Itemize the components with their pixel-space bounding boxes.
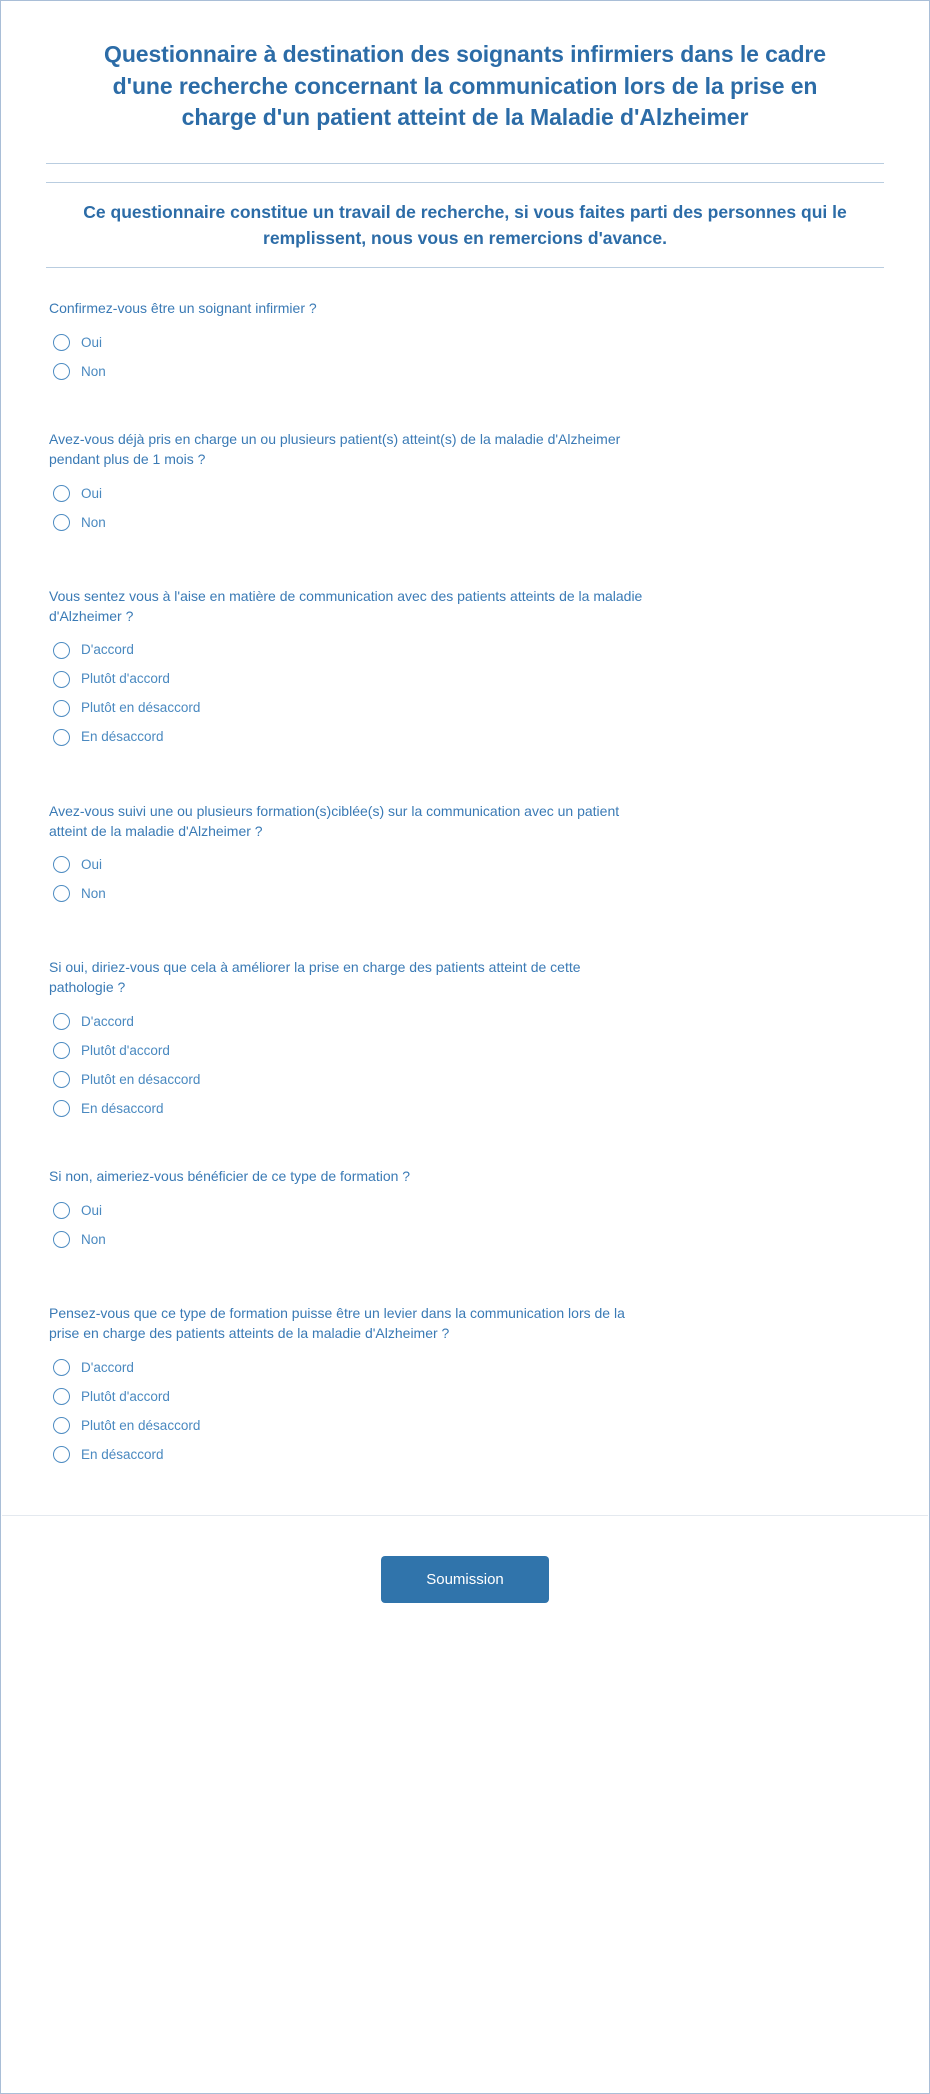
radio-circle-icon[interactable] [53, 1100, 70, 1117]
radio-option[interactable] [53, 1036, 881, 1065]
radio-option-label: D'accord [81, 1359, 134, 1375]
intro-paragraph: Ce questionnaire constitue un travail de recherche, si vous faites parti des personnes qui le remplissent, nous vous en remercions d'avance. [83, 202, 847, 248]
radio-option[interactable] [53, 694, 881, 723]
question-q6 [1, 1167, 929, 1254]
option-group [49, 998, 881, 1123]
radio-option-label: Non [81, 1231, 106, 1247]
spacer [1, 908, 929, 958]
spacer [1, 1123, 929, 1167]
radio-circle-icon[interactable] [53, 514, 70, 531]
radio-option-label: Oui [81, 857, 103, 873]
radio-circle-icon[interactable] [53, 1446, 70, 1463]
radio-option-label: Non [81, 886, 106, 902]
spacer [1, 268, 929, 299]
radio-circle-icon[interactable] [53, 671, 70, 688]
radio-option[interactable] [53, 508, 881, 537]
question-q3 [1, 587, 929, 752]
radio-option[interactable] [53, 1353, 881, 1382]
survey-header [1, 1, 929, 134]
radio-option-label: D'accord [81, 1013, 134, 1029]
radio-circle-icon[interactable] [53, 1417, 70, 1434]
radio-option-label: D'accord [81, 642, 134, 658]
spacer [1, 537, 929, 587]
spacer [1, 164, 929, 182]
spacer [1, 386, 929, 430]
radio-option-label: Oui [81, 485, 103, 501]
radio-option-label: Plutôt d'accord [81, 1042, 170, 1058]
radio-option[interactable] [53, 723, 881, 752]
question-q2 [1, 430, 929, 537]
radio-option[interactable] [53, 879, 881, 908]
question-q7 [1, 1304, 929, 1469]
radio-circle-icon[interactable] [53, 1359, 70, 1376]
radio-circle-icon[interactable] [53, 1042, 70, 1059]
radio-option-label: Plutôt en désaccord [81, 1071, 201, 1087]
radio-circle-icon[interactable] [53, 485, 70, 502]
radio-option[interactable] [53, 850, 881, 879]
question-label: Si oui, diriez-vous que cela à améliorer la prise en charge des patients atteint de cette pathologie ? [49, 959, 581, 996]
radio-circle-icon[interactable] [53, 363, 70, 380]
radio-option[interactable] [53, 1094, 881, 1123]
question-label: Avez-vous déjà pris en charge un ou plusieurs patient(s) atteint(s) de la maladie d'Alzheimer pendant plus de 1 mois ? [49, 431, 621, 468]
radio-option-label: Plutôt en désaccord [81, 700, 201, 716]
question-label: Pensez-vous que ce type de formation puisse être un levier dans la communication lors de la prise en charge des patients atteints de la maladie d'Alzheimer ? [49, 1305, 625, 1341]
question-label: Vous sentez vous à l'aise en matière de communication avec des patients atteints de la maladie d'Alzheimer ? [49, 587, 643, 624]
radio-option[interactable] [53, 636, 881, 665]
radio-option[interactable] [53, 1225, 881, 1254]
radio-circle-icon[interactable] [53, 1071, 70, 1088]
option-group [49, 841, 881, 908]
radio-circle-icon[interactable] [53, 729, 70, 746]
radio-option[interactable] [53, 1411, 881, 1440]
radio-circle-icon[interactable] [53, 700, 70, 717]
radio-option[interactable] [53, 665, 881, 694]
radio-circle-icon[interactable] [53, 856, 70, 873]
page-title: Questionnaire à destination des soignants infirmiers dans le cadre d'une recherche concernant la communication lors de la prise en charge d'un patient atteint de la Maladie d'Alzheimer [104, 41, 826, 131]
radio-circle-icon[interactable] [53, 1013, 70, 1030]
radio-circle-icon[interactable] [53, 1388, 70, 1405]
spacer [1, 752, 929, 802]
radio-circle-icon[interactable] [53, 1202, 70, 1219]
question-q4 [1, 802, 929, 909]
question-label: Si non, aimeriez-vous bénéficier de ce type de formation ? [49, 1168, 411, 1185]
radio-option-label: En désaccord [81, 1100, 164, 1116]
option-group [49, 319, 881, 386]
question-label: Avez-vous suivi une ou plusieurs formation(s)ciblée(s) sur la communication avec un patient atteint de la maladie d'Alzheimer ? [49, 802, 620, 839]
radio-option-label: Plutôt d'accord [81, 1388, 170, 1404]
spacer [1, 183, 929, 200]
radio-circle-icon[interactable] [53, 885, 70, 902]
radio-circle-icon[interactable] [53, 642, 70, 659]
question-q5 [1, 958, 929, 1123]
radio-option[interactable] [53, 1196, 881, 1225]
radio-option[interactable] [53, 357, 881, 386]
option-group [49, 1344, 881, 1469]
radio-option[interactable] [53, 1007, 881, 1036]
form-footer [1, 1516, 929, 1648]
radio-option[interactable] [53, 1382, 881, 1411]
spacer [1, 1469, 929, 1515]
option-group [49, 1187, 881, 1254]
spacer [1, 134, 929, 163]
option-group [49, 470, 881, 537]
radio-option-label: Plutôt en désaccord [81, 1417, 201, 1433]
option-group [49, 627, 881, 752]
radio-option[interactable] [53, 328, 881, 357]
radio-option-label: En désaccord [81, 729, 164, 745]
radio-option-label: Plutôt d'accord [81, 671, 170, 687]
radio-option[interactable] [53, 1440, 881, 1469]
submit-button[interactable]: Soumission [381, 1556, 549, 1603]
radio-option-label: Oui [81, 334, 103, 350]
question-q1 [1, 299, 929, 386]
radio-circle-icon[interactable] [53, 1231, 70, 1248]
question-label: Confirmez-vous être un soignant infirmier ? [49, 300, 317, 317]
radio-option-label: Non [81, 363, 106, 379]
spacer [1, 1254, 929, 1304]
spacer [1, 251, 929, 267]
radio-option-label: En désaccord [81, 1446, 164, 1462]
radio-option-label: Oui [81, 1202, 103, 1218]
questions-list [1, 299, 929, 1469]
radio-option-label: Non [81, 514, 106, 530]
radio-circle-icon[interactable] [53, 334, 70, 351]
radio-option[interactable] [53, 479, 881, 508]
radio-option[interactable] [53, 1065, 881, 1094]
